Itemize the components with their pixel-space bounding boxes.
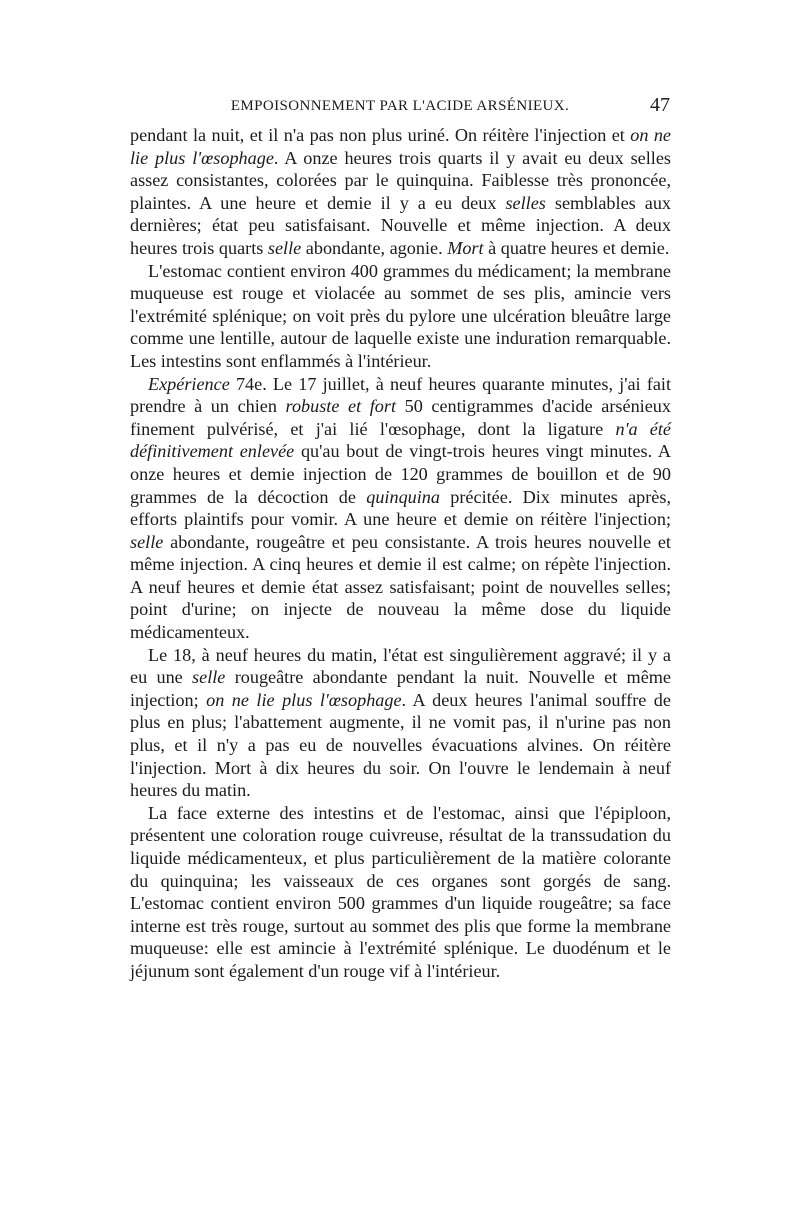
text-run: La face externe des intestins et de l'estomac, ainsi que l'épiploon, présentent une coloration rouge cuivreuse, résultat de la transsudation du liquide médicamenteux, et plus particulièrement de la matière colorante du quinquina; les vaisseaux de ces organes sont gorgés de sang. L'estomac contient environ 500 grammes d'un liquide rougeâtre; sa face interne est très rouge, surtout au sommet des plis que forme la membrane muqueuse: elle est amincie à l'extrémité splénique. Le duodénum et le jéjunum sont également d'un rouge vif à l'intérieur. [130, 802, 671, 981]
paragraph-2 [130, 260, 671, 373]
text-run: Le 18, à neuf heures du matin, l'état est singulièrement aggravé; il y a eu une [130, 644, 671, 688]
text-run-italic: selle [192, 667, 226, 688]
paragraph-3 [130, 373, 671, 644]
text-run-italic: Mort [447, 237, 484, 258]
text-run-italic: selles [505, 192, 546, 213]
text-run: . A deux heures l'animal souffre de plus en plus; l'abattement augmente, il ne vomit pas, il n'urine pas non plus, et il n'y a pas eu de nouvelles évacuations alvines. On réitère l'injection. Mort à dix heures du soir. On l'ouvre le lendemain à neuf heures du matin. [130, 689, 671, 801]
text-run-italic: on ne lie plus l'œsophage [130, 125, 671, 168]
running-title: EMPOISONNEMENT PAR L'ACIDE ARSÉNIEUX. [230, 98, 570, 114]
text-run-italic: selle [267, 237, 302, 258]
text-run: . A onze heures trois quarts il y avait eu deux selles assez consistantes, colorées par le quinquina. Faiblesse très prononcée, plaintes. A une heure et demie il y a eu deux [130, 147, 671, 213]
text-run: abondante, rougeâtre et peu consistante. A trois heures nouvelle et même injection. A cinq heures et demie il est calme; on répète l'injection. A neuf heures et demie état assez satisfaisant; point de nouvelles selles; point d'urine; on injecte de nouveau la même dose du liquide médicamenteux. [130, 531, 671, 643]
paragraph-1 [130, 124, 671, 260]
text-run: rougeâtre abondante pendant la nuit. Nouvelle et même injection; [130, 667, 671, 710]
text-run-italic: n'a été définitivement enlevée [130, 418, 671, 462]
body-text [130, 124, 671, 983]
page-number: 47 [650, 94, 670, 116]
text-run: qu'au bout de vingt-trois heures vingt minutes. A onze heures et demie injection de 120 grammes de bouillon et de 90 grammes de la décoction de [130, 441, 671, 507]
running-header [130, 94, 670, 126]
text-run: L'estomac contient environ 400 grammes du médicament; la membrane muqueuse est rouge et violacée au sommet de ses plis, amincie vers l'extrémité splénique; on voit près du pylore une ulcération bleuâtre large comme une lentille, autour de laquelle existe une induration remarquable. Les intestins sont enflammés à l'intérieur. [130, 260, 671, 371]
paragraph-4 [130, 644, 671, 802]
text-run: semblables aux dernières; état peu satisfaisant. Nouvelle et même injection. A deux heures trois quarts [130, 192, 672, 258]
text-run: précitée. Dix minutes après, efforts plaintifs pour vomir. A une heure et demie on réitère l'injection; [130, 486, 672, 530]
text-run: 50 centigrammes d'acide arsénieux finement pulvérisé, et j'ai lié l'œsophage, dont la ligature [130, 396, 671, 439]
text-run: pendant la nuit, et il n'a pas non plus uriné. On réitère l'injection et [130, 125, 631, 145]
text-run-italic: quinquina [366, 486, 440, 507]
text-run-italic: robuste et fort [285, 396, 397, 417]
text-run: à quatre heures et demie. [483, 237, 670, 258]
text-run-italic: selle [130, 531, 164, 552]
text-run: 74e. Le 17 juillet, à neuf heures quarante minutes, j'ai fait prendre à un chien [130, 373, 671, 417]
text-run-italic: Expérience [148, 373, 230, 394]
text-run-italic: on ne lie plus l'œsophage [206, 689, 402, 710]
text-run: abondante, agonie. [301, 237, 448, 258]
paragraph-5 [130, 802, 671, 983]
